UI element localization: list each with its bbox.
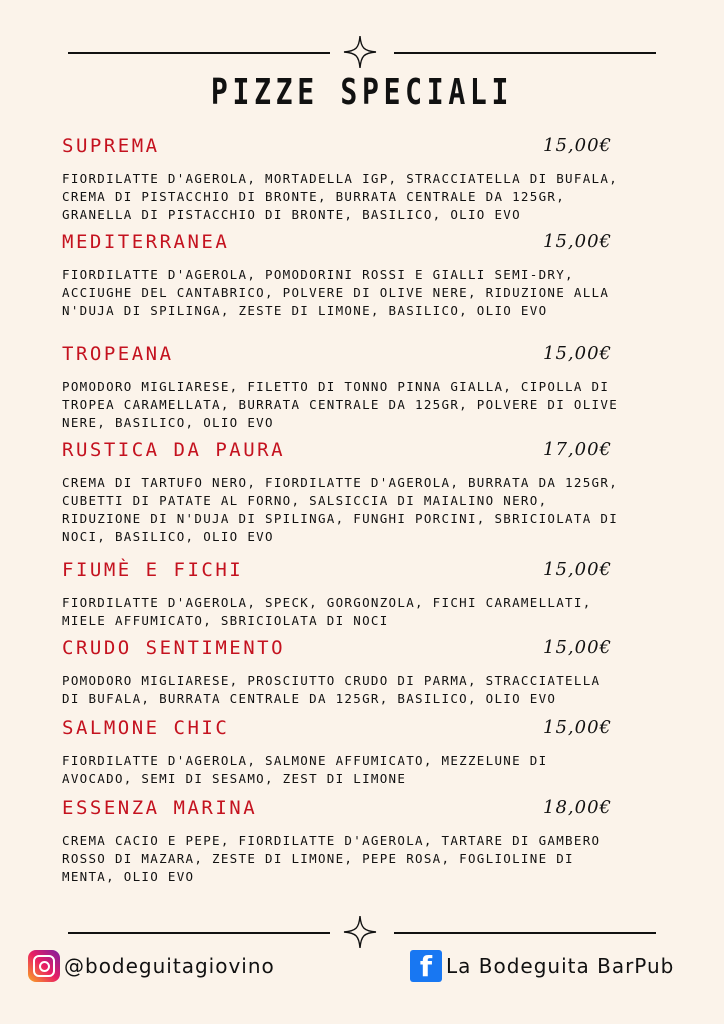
menu-item [62,438,622,546]
item-name: RUSTICA DA PAURA [62,439,286,461]
facebook-page: La Bodeguita BarPub [446,954,675,978]
instagram-handle: @bodeguitagiovino [64,954,275,978]
item-price: 15,00€ [543,637,612,658]
instagram-link[interactable] [28,950,275,982]
page-title: PIZZE SPECIALI [210,72,514,113]
item-name: SUPREMA [62,135,160,157]
menu-item [62,636,622,708]
item-description: FIORDILATTE D'AGEROLA, SPECK, GORGONZOLA, FICHI CARAMELLATI, MIELE AFFUMICATO, SBRICIOLATA DI NOCI [62,595,592,628]
item-price: 17,00€ [543,439,612,460]
menu-item [62,342,622,432]
item-name: MEDITERRANEA [62,231,230,253]
item-name: TROPEANA [62,343,174,365]
item-description: CREMA DI TARTUFO NERO, FIORDILATTE D'AGEROLA, BURRATA DA 125GR, CUBETTI DI PATATE AL FORNO, SALSICCIA DI MAIALINO NERO, RIDUZIONE DI N'DUJA DI SPILINGA, FUNGHI PORCINI, SBRICIOLATA DI NOCI, BASILICO, OLIO EVO [62,475,619,544]
bottom-rule-right [394,932,656,934]
item-price: 15,00€ [543,343,612,364]
item-description: FIORDILATTE D'AGEROLA, POMODORINI ROSSI E GIALLI SEMI-DRY, ACCIUGHE DEL CANTABRICO, POLVERE DI OLIVE NERE, RIDUZIONE ALLA N'DUJA DI SPILINGA, ZESTE DI LIMONE, BASILICO, OLIO EVO [62,267,610,318]
top-rule-left [68,52,330,54]
item-price: 18,00€ [543,797,612,818]
item-description: CREMA CACIO E PEPE, FIORDILATTE D'AGEROLA, TARTARE DI GAMBERO ROSSO DI MAZARA, ZESTE DI LIMONE, PEPE ROSA, FOGLIOLINE DI MENTA, OLIO EVO [62,833,601,884]
item-description: POMODORO MIGLIARESE, PROSCIUTTO CRUDO DI PARMA, STRACCIATELLA DI BUFALA, BURRATA CENTRALE DA 125GR, BASILICO, OLIO EVO [62,673,601,706]
item-name: ESSENZA MARINA [62,797,258,819]
facebook-link[interactable] [410,950,674,982]
item-price: 15,00€ [543,559,612,580]
sparkle-icon [342,34,378,70]
menu-item [62,716,622,788]
item-name: FIUMÈ E FICHI [62,559,244,581]
item-description: FIORDILATTE D'AGEROLA, SALMONE AFFUMICATO, MEZZELUNE DI AVOCADO, SEMI DI SESAMO, ZEST DI LIMONE [62,753,548,786]
item-name: SALMONE CHIC [62,717,230,739]
menu-item [62,558,622,630]
item-description: POMODORO MIGLIARESE, FILETTO DI TONNO PINNA GIALLA, CIPOLLA DI TROPEA CARAMELLATA, BURRATA CENTRALE DA 125GR, POLVERE DI OLIVE NERE, BASILICO, OLIO EVO [62,379,619,430]
top-rule-right [394,52,656,54]
item-price: 15,00€ [543,135,612,156]
item-price: 15,00€ [543,231,612,252]
menu-item [62,134,622,224]
bottom-rule-left [68,932,330,934]
menu-item [62,796,622,886]
sparkle-icon [342,914,378,950]
facebook-icon: f [410,950,442,982]
item-name: CRUDO SENTIMENTO [62,637,286,659]
menu-item [62,230,622,320]
item-description: FIORDILATTE D'AGEROLA, MORTADELLA IGP, STRACCIATELLA DI BUFALA, CREMA DI PISTACCHIO DI BRONTE, BURRATA CENTRALE DA 125GR, GRANELLA DI PISTACCHIO DI BRONTE, BASILICO, OLIO EVO [62,171,619,222]
instagram-icon [28,950,60,982]
item-price: 15,00€ [543,717,612,738]
